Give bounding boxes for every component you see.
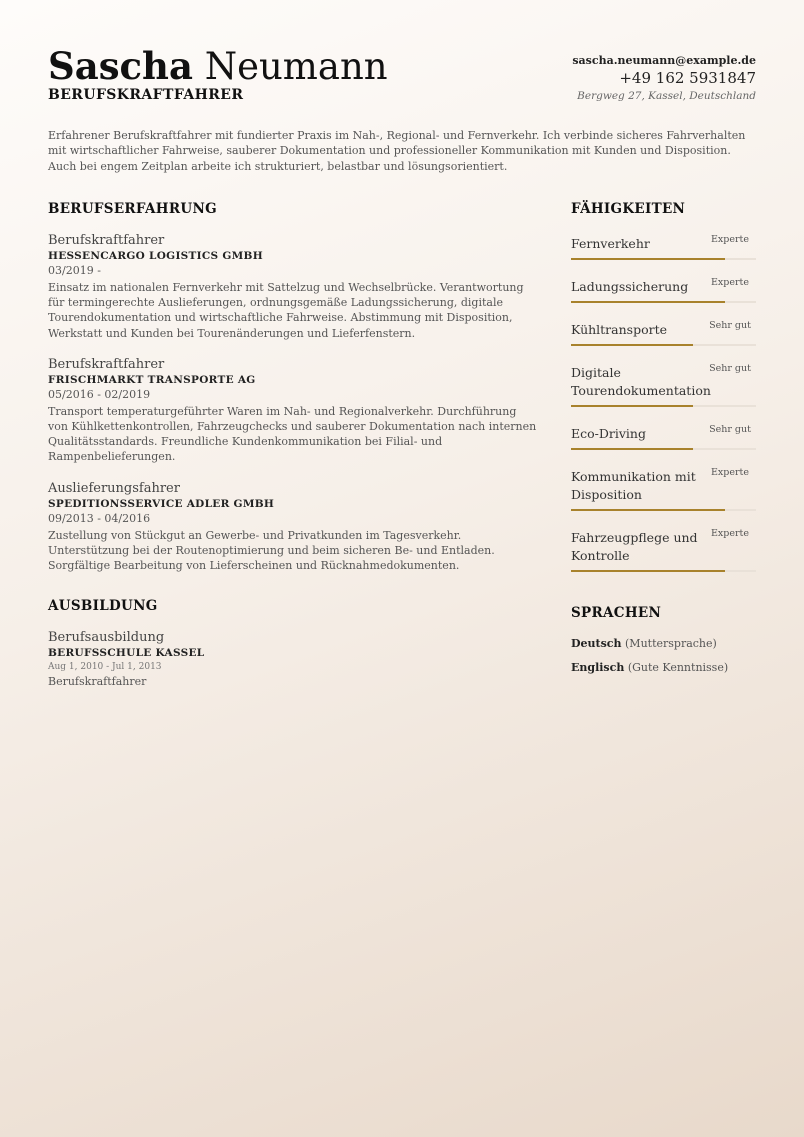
language-name: Deutsch [571,637,622,650]
education-entry [48,629,538,689]
skill-level: Experte [711,467,749,478]
job-role: Auslieferungsfahrer [48,480,180,496]
job-title: BERUFSKRAFTFAHRER [48,87,244,103]
experience-section [48,200,538,573]
job-entry [48,356,538,465]
job-entry [48,480,538,574]
resume-header [48,44,756,114]
education-heading: AUSBILDUNG [48,598,158,615]
job-description: Zustellung von Stückgut an Gewerbe- und Privatkunden im Tagesverkehr. Unterstützung bei der Routenoptimierung und beim sicheren Be- und Entladen. Sorgfältige Bearbeitung von Lieferscheinen und Rücknahmedokumenten. [48,528,495,573]
skill-bar-fill [571,509,725,511]
sidebar-column [571,200,756,684]
skill-bar [571,258,756,260]
languages-list [571,636,756,675]
education-dates: Aug 1, 2010 - Jul 1, 2013 [48,662,162,673]
phone-number[interactable]: +49 162 5931847 [619,69,756,87]
skill-name: Fahrzeugpflege und Kontrolle [571,530,698,563]
skill-bar-fill [571,570,725,572]
skill-bar-fill [571,258,725,260]
education-section [48,597,538,689]
languages-heading: SPRACHEN [571,605,662,621]
skill-level: Sehr gut [709,320,751,331]
skill-name: Digitale Tourendokumentation [571,365,711,398]
skill-name: Kühltransporte [571,322,668,337]
last-name: Neumann [204,45,388,88]
profile-summary: Erfahrener Berufskraftfahrer mit fundierter Praxis im Nah-, Regional- und Fernverkehr. Ich verbinde sicheres Fahrverhalten mit wirtschaftlicher Fahrweise, sauberer Dokumentation und professioneller Kommunikation mit Kunden und Disposition. Auch bei engem Zeitplan arbeite ich strukturiert, belastbar und lösungsorientiert. [48,129,746,173]
job-company: SPEDITIONSSERVICE ADLER GMBH [48,497,275,510]
skill-level: Sehr gut [709,363,751,374]
job-dates: 09/2013 - 04/2016 [48,511,151,525]
education-school: BERUFSSCHULE KASSEL [48,647,205,660]
skill-item [571,425,756,454]
skills-section [571,200,756,576]
full-name [48,44,388,89]
education-field: Berufskraftfahrer [48,675,147,689]
skills-list [571,235,756,576]
languages-section [571,604,756,675]
language-level: (Gute Kenntnisse) [627,661,729,674]
language-name: Englisch [571,661,625,674]
language-item [571,660,756,675]
skill-bar-fill [571,448,693,450]
language-item [571,636,756,651]
skill-name: Kommunikation mit Disposition [571,469,696,502]
skill-bar [571,405,756,407]
skill-item [571,364,756,411]
job-role: Berufskraftfahrer [48,356,165,372]
job-entry [48,232,538,341]
education-degree: Berufsausbildung [48,630,165,646]
skill-item [571,529,756,576]
experience-list [48,232,538,573]
job-dates: 03/2019 - [48,264,101,277]
job-company: HESSENCARGO LOGISTICS GMBH [48,250,263,262]
skills-heading: FÄHIGKEITEN [571,201,686,217]
job-role: Berufskraftfahrer [48,233,165,248]
skill-item [571,468,756,515]
first-name: Sascha [48,44,193,88]
skill-bar [571,301,756,303]
contact-block [572,54,756,104]
skill-item [571,278,756,307]
skill-level: Sehr gut [709,424,751,435]
skill-bar [571,570,756,572]
skill-name: Fernverkehr [571,236,650,251]
address: Bergweg 27, Kassel, Deutschland [577,90,756,102]
email-link[interactable]: sascha.neumann@example.de [572,54,756,67]
skill-bar-fill [571,405,693,407]
skill-name: Eco-Driving [571,426,646,441]
job-dates: 05/2016 - 02/2019 [48,387,151,401]
experience-heading: BERUFSERFAHRUNG [48,201,217,217]
skill-name: Ladungssicherung [571,279,689,294]
skill-bar [571,344,756,346]
language-level: (Muttersprache) [625,637,717,650]
skill-level: Experte [711,234,749,245]
job-company: FRISCHMARKT TRANSPORTE AG [48,373,256,386]
skill-level: Experte [711,528,749,539]
skill-level: Experte [711,277,749,288]
skill-item [571,321,756,350]
job-description: Transport temperaturgeführter Waren im Nah- und Regionalverkehr. Durchführung von Kühlkettenkontrollen, Fahrzeugchecks und sauberer Dokumentation nach internen Qualitätsstandards. Freundliche Kundenkommunikation bei Filial- und Rampenbelieferungen. [48,404,537,464]
education-list [48,629,538,689]
skill-bar [571,509,756,511]
skill-bar-fill [571,301,725,303]
skill-bar-fill [571,344,693,346]
job-description: Einsatz im nationalen Fernverkehr mit Sattelzug und Wechselbrücke. Verantwortung für termingerechte Auslieferungen, ordnungsgemäße Ladungssicherung, digitale Tourendokumentation und wirtschaftliche Fahrweise. Abstimmung mit Disposition, Werkstatt und Kunden bei Tourenänderungen und Lieferfenstern. [48,281,524,340]
main-column [48,200,538,689]
skill-bar [571,448,756,450]
skill-item [571,235,756,264]
